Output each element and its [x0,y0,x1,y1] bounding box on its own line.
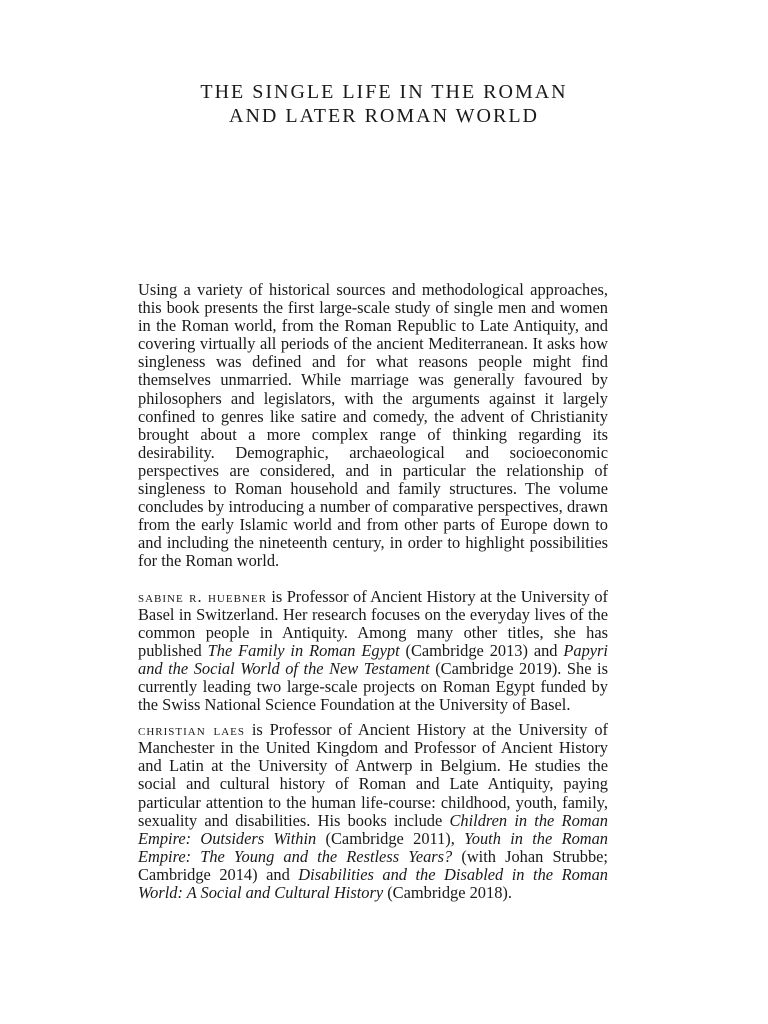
bio-text: (Cambridge 2011), [316,828,465,848]
bio-text: (Cambridge 2013) and [399,640,564,660]
book-reference: Children in the Roman Empire: Outsiders Within [138,810,608,848]
bio-text: is Professor of Ancient History at the University of Basel in Switzerland. Her research focuses on the everyday lives of the common people in Antiquity. Among many other titles, she has published [138,586,608,660]
author-bio-huebner [138,588,608,715]
book-reference: The Family in Roman Egypt [207,640,400,660]
bio-text: (Cambridge 2019). She is currently leading two large-scale projects on Roman Egypt funded by the Swiss National Science Foundation at the University of Basel. [138,658,608,715]
book-title [0,80,768,128]
author-bio-laes [138,721,608,902]
book-title-line-2: AND LATER ROMAN WORLD [229,105,539,127]
author-name-laes: christian laes [138,720,246,740]
book-reference: Papyri and the Social World of the New Testament [138,640,608,678]
bio-text: is Professor of Ancient History at the University of Manchester in the United Kingdom and Professor of Ancient History and Latin at the University of Antwerp in Belgium. He studies the social and cultural history of Roman and Late Antiquity, paying particular attention to the human life-course: childhood, youth, family, sexuality and disabilities. His books include [138,720,608,830]
bio-text: (Cambridge 2018). [383,883,512,902]
book-title-line-1: THE SINGLE LIFE IN THE ROMAN [200,81,568,103]
book-content [138,281,608,909]
author-name-huebner: sabine r. huebner [138,586,267,606]
book-reference: Youth in the Roman Empire: The Young and the Restless Years? [138,828,608,866]
bio-text: (with Johan Strubbe; Cambridge 2014) and [138,846,608,884]
book-reference: Disabilities and the Disabled in the Roman World: A Social and Cultural History [138,864,608,902]
book-description: Using a variety of historical sources and methodological approaches, this book presents the first large-scale study of single men and women in the Roman world, from the Roman Republic to Late Antiquity, and covering virtually all periods of the ancient Mediterranean. It asks how singleness was defined and for what reasons people might find themselves unmarried. While marriage was generally favoured by philosophers and legislators, with the arguments against it largely confined to genres like satire and comedy, the advent of Christianity brought about a more complex range of thinking regarding its desirability. Demographic, archaeological and socioeconomic perspectives are considered, and in particular the relationship of singleness to Roman household and family structures. The volume concludes by introducing a number of comparative perspectives, drawn from the early Islamic world and from other parts of Europe down to and including the nineteenth century, in order to highlight possibilities for the Roman world. [138,280,608,571]
